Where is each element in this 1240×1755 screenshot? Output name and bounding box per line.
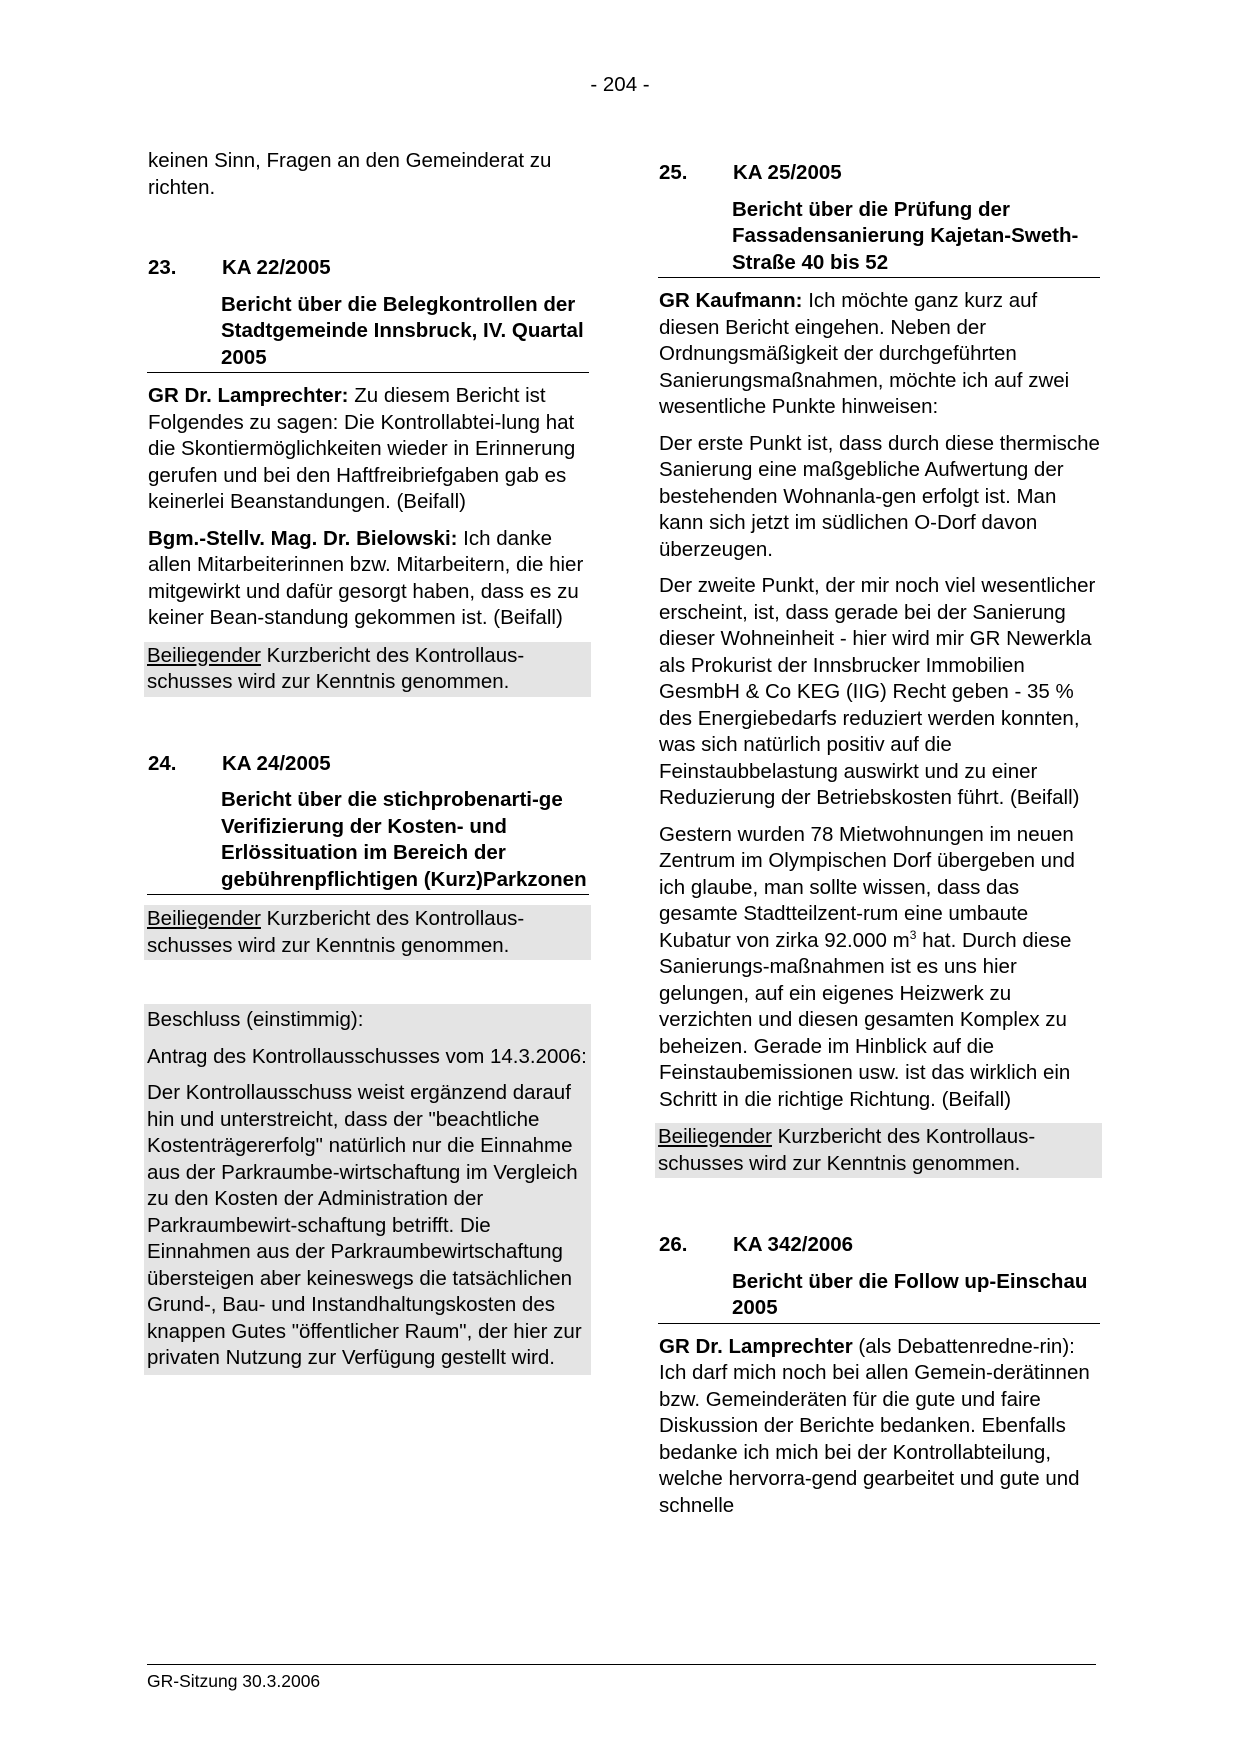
- item-ka: KA 25/2005: [733, 161, 842, 184]
- item-title: Bericht über die Belegkontrollen der Stadtgemeinde Innsbruck, IV. Quartal 2005: [147, 292, 589, 374]
- item-number: 24.: [148, 751, 177, 775]
- speech-text: (als Debattenredne-rin): Ich darf mich noch bei allen Gemein-derätinnen bzw. Gemeinderäten für die gute und faire Diskussion der Berichte bedanken. Ebenfalls bedanke ich mich bei der Kontrollabteilung, welche hervorra-gend gearbeitet und gute und schnelle: [659, 1334, 1090, 1517]
- item-number: 25.: [659, 161, 688, 184]
- item-ka: KA 24/2005: [222, 751, 331, 775]
- note-underlined: Beiliegender: [147, 907, 261, 930]
- item-ka: KA 342/2006: [733, 1233, 854, 1256]
- item-title: Bericht über die Prüfung der Fassadensanierung Kajetan-Sweth-Straße 40 bis 52: [658, 197, 1100, 279]
- speech-paragraph: [658, 1334, 1100, 1520]
- agenda-item-25: [658, 160, 1100, 1178]
- right-column: [658, 160, 1100, 1529]
- speech-text: Gestern wurden 78 Mietwohnungen im neuen Zentrum im Olympischen Dorf übergeben und ich glaube, man sollte wissen, dass das gesamte Stadtteilzent-rum eine umbaute Kubatur von zirka 92.000 m: [659, 822, 1075, 952]
- speech-paragraph: [658, 822, 1100, 1114]
- superscript: 3: [909, 927, 917, 942]
- speaker-name: GR Kaufmann:: [659, 289, 803, 312]
- resolution-motion: Antrag des Kontrollausschusses vom 14.3.2006:: [147, 1044, 587, 1068]
- decision-note: [655, 1123, 1102, 1178]
- speech-text: hat. Durch diese Sanierungs-maßnahmen ist es uns hier gelungen, auf ein eigenes Heizwerk zu verzichten und diesen gesamten Komplex zu beheizen. Gerade im Hinblick auf die Feinstaubemissionen usw. ist das wirklich ein Schritt in die richtige Richtung. (Beifall): [659, 928, 1072, 1111]
- resolution-block: [144, 1004, 591, 1375]
- decision-note: [144, 905, 591, 960]
- agenda-item-24: [147, 751, 589, 961]
- decision-note: [144, 642, 591, 697]
- speaker-name: GR Dr. Lamprechter:: [148, 384, 349, 407]
- note-text: Kurzbericht des Kontrollaus-schusses wird zur Kenntnis genommen.: [147, 907, 525, 957]
- item-title: Bericht über die Follow up-Einschau 2005: [658, 1269, 1100, 1324]
- agenda-item-26: [658, 1232, 1100, 1519]
- note-underlined: Beiliegender: [658, 1125, 772, 1148]
- page-footer: GR-Sitzung 30.3.2006: [147, 1664, 1096, 1692]
- item-ka: KA 22/2005: [222, 256, 331, 279]
- speaker-name: GR Dr. Lamprechter: [659, 1334, 853, 1358]
- speech-text: Zu diesem Bericht ist Folgendes zu sagen: Die Kontrollabtei-lung hat die Skontiermöglichkeiten wieder in Erinnerung gerufen und bei den Haftfreibriefgaben gab es keinerlei Beanstandungen. (Beifall): [148, 384, 576, 513]
- item-number: 23.: [148, 256, 177, 279]
- speaker-name: Bgm.-Stellv. Mag. Dr. Bielowski:: [148, 526, 458, 550]
- agenda-item-23: [147, 255, 589, 697]
- item-number: 26.: [659, 1233, 688, 1256]
- speech-paragraph: [147, 526, 589, 632]
- speech-paragraph: [658, 288, 1100, 421]
- speech-paragraph: Der erste Punkt ist, dass durch diese thermische Sanierung eine maßgebliche Aufwertung der bestehenden Wohnanla-gen erfolgt ist. Man kann sich jetzt im südlichen O-Dorf davon überzeugen.: [659, 431, 1100, 561]
- page-number: - 204 -: [590, 73, 650, 96]
- speech-paragraph: [147, 383, 589, 516]
- note-underlined: Beiliegender: [147, 643, 261, 667]
- left-column: [147, 148, 589, 1385]
- speech-text: Ich möchte ganz kurz auf diesen Bericht eingehen. Neben der Ordnungsmäßigkeit der durchgeführten Sanierungsmaßnahmen, möchte ich auf zwei wesentliche Punkte hinweisen:: [659, 289, 1070, 418]
- item-title: Bericht über die stichprobenarti-ge Verifizierung der Kosten- und Erlössituation im Bereich der gebührenpflichtigen (Kurz)Parkzonen: [147, 787, 589, 895]
- resolution-text: Der Kontrollausschuss weist ergänzend darauf hin und unterstreicht, dass der "beachtliche Kostenträgererfolg" natürlich nur die Einnahme aus der Parkraumbe-wirtschaftung im Vergleich zu den Kosten der Administration der Parkraumbewirt-schaftung betrifft. Die Einnahmen aus der Parkraumbewirtschaftung übersteigen aber keineswegs die tatsächlichen Grund-, Bau- und Instandhaltungskosten des knappen Gutes "öffentlicher Raum", der hier zur privaten Nutzung zur Verfügung gestellt wird.: [147, 1081, 582, 1369]
- resolution-heading: Beschluss (einstimmig):: [147, 1008, 364, 1031]
- note-text: Kurzbericht des Kontrollaus-schusses wird zur Kenntnis genommen.: [658, 1125, 1036, 1175]
- intro-paragraph: keinen Sinn, Fragen an den Gemeinderat zu richten.: [148, 149, 552, 199]
- speech-text: Ich danke allen Mitarbeiterinnen bzw. Mitarbeitern, die hier mitgewirkt und dafür gesorgt haben, dass es zu keiner Bean-standung gekommen ist. (Beifall): [148, 526, 584, 629]
- speech-paragraph: Der zweite Punkt, der mir noch viel wesentlicher erscheint, ist, dass gerade bei der Sanierung dieser Wohneinheit - hier wird mir GR Newerkla als Prokurist der Innsbrucker Immobilien GesmbH & Co KEG (IIG) Recht geben - 35 % des Energiebedarfs reduziert werden konnten, was sich natürlich positiv auf die Feinstaubbelastung auswirkt und zu einer Reduzierung der Betriebskosten führt. (Beifall): [659, 574, 1096, 809]
- note-text: Kurzbericht des Kontrollaus-schusses wird zur Kenntnis genommen.: [147, 643, 525, 693]
